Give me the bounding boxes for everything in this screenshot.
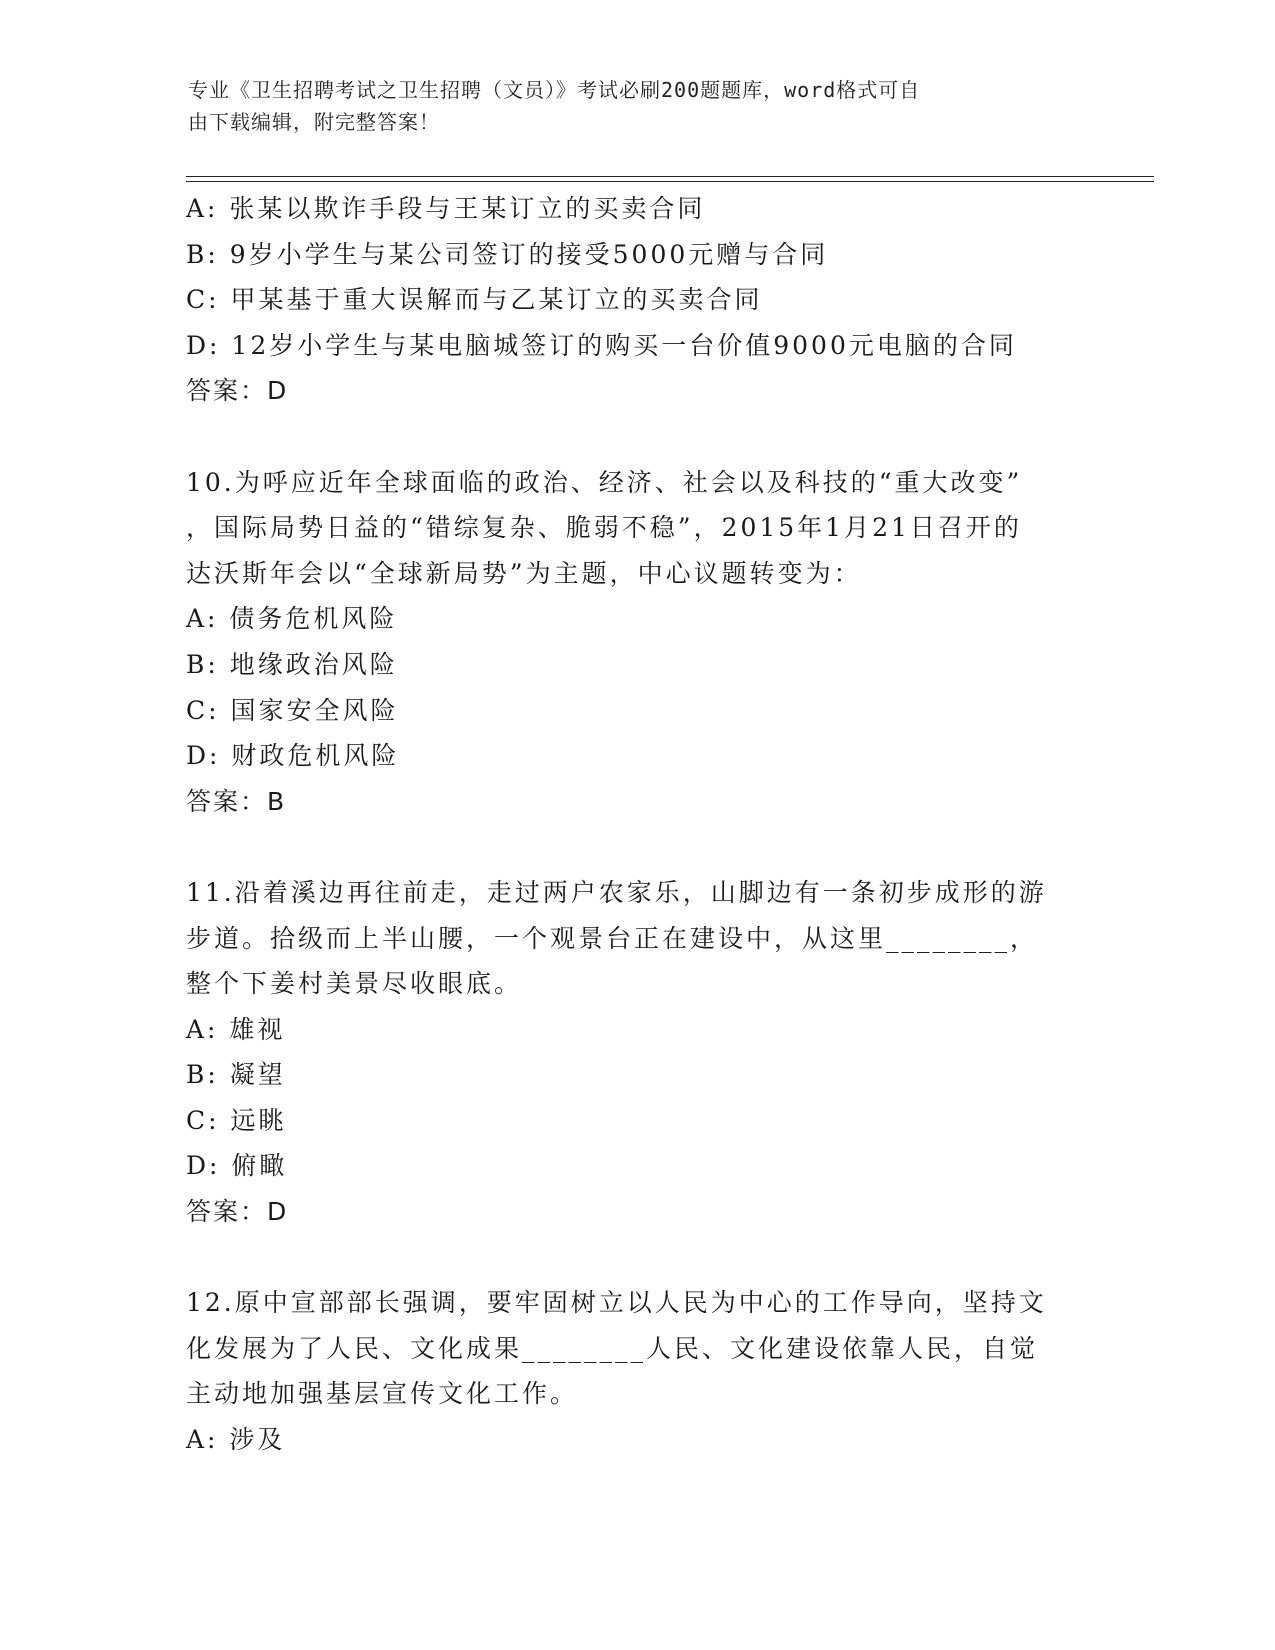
option-b: B: 凝望 [186,1060,286,1090]
header-line-1: 专业《卫生招聘考试之卫生招聘（文员）》考试必刷200题题库，word格式可自 [188,78,921,102]
option-a: A: 张某以欺诈手段与王某订立的买卖合同 [186,194,706,223]
option-b: B: 9岁小学生与某公司签订的接受5000元赠与合同 [186,239,829,269]
spacer [186,1235,1086,1281]
question-text-line: 12.原中宣部部长强调，要牢固树立以人民为中心的工作导向，坚持文 [186,1288,1047,1318]
question-text-line: ，国际局势日益的“错综复杂、脆弱不稳”，2015年1月21日召开的 [186,513,1022,543]
option-c: C: 甲某基于重大误解而与乙某订立的买卖合同 [186,285,763,315]
answer-label: 答案： [186,376,268,406]
answer-value: D [267,1197,289,1227]
question-text-line: 整个下姜村美景尽收眼底。 [186,969,523,999]
question-11 [186,870,1086,1235]
option-c: C: 国家安全风险 [186,695,399,725]
question-10 [186,460,1086,825]
option-a: A: 涉及 [186,1425,286,1455]
question-12 [186,1280,1086,1462]
option-d: D: 12岁小学生与某电脑城签订的购买一台价值9000元电脑的合同 [186,330,1017,360]
answer-line [186,779,1086,825]
question-list [186,186,1086,1463]
answer-label: 答案： [186,1197,268,1227]
answer-line [186,1189,1086,1235]
option-d: D: 俯瞰 [186,1151,288,1181]
question-text-line: 步道。拾级而上半山腰，一个观景台正在建设中，从这里________， [186,923,1039,953]
spacer [186,824,1086,870]
header-divider-bottom [186,181,1154,182]
header-line-2: 由下载编辑，附完整答案！ [188,110,440,134]
question-9-continued [186,186,1086,414]
question-text-line: 主动地加强基层宣传文化工作。 [186,1379,579,1409]
answer-line [186,368,1086,414]
header-divider-top [186,176,1154,177]
document-header [188,74,1068,138]
answer-value: B [267,786,287,816]
question-text-line: 10.为呼应近年全球面临的政治、经济、社会以及科技的“重大改变” [186,467,1023,497]
question-text-line: 达沃斯年会以“全球新局势”为主题，中心议题转变为： [186,558,862,588]
answer-value: D [267,376,289,406]
spacer [186,414,1086,460]
option-a: A: 债务危机风险 [186,604,398,634]
option-a: A: 雄视 [186,1014,286,1044]
option-c: C: 远眺 [186,1105,287,1135]
question-text-line: 11.沿着溪边再往前走，走过两户农家乐，山脚边有一条初步成形的游 [186,877,1047,907]
question-text-line: 化发展为了人民、文化成果________人民、文化建设依靠人民，自觉 [186,1333,1039,1363]
answer-label: 答案： [186,786,268,816]
option-d: D: 财政危机风险 [186,741,400,771]
option-b: B: 地缘政治风险 [186,649,398,679]
